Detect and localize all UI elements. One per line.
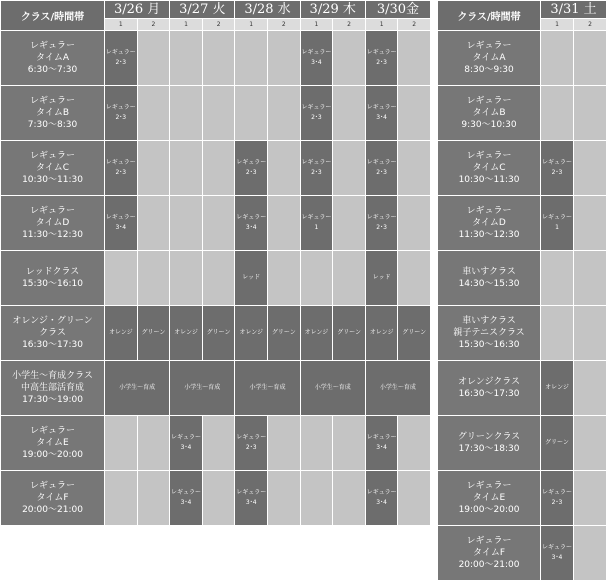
lesson-slot: グリーン	[268, 306, 301, 361]
empty-slot	[105, 251, 138, 306]
empty-slot	[235, 31, 268, 86]
lesson-slot: レギュラー 2･3	[365, 196, 398, 251]
empty-slot	[170, 251, 203, 306]
empty-slot	[574, 416, 606, 471]
session-number: 2	[398, 19, 431, 31]
class-time-label: レッドクラス 15:30～16:10	[1, 251, 105, 306]
empty-slot	[541, 86, 574, 141]
lesson-slot: レッド	[365, 251, 398, 306]
empty-slot	[333, 141, 366, 196]
table-row	[438, 306, 606, 361]
empty-slot	[170, 86, 203, 141]
empty-slot	[398, 31, 431, 86]
empty-slot	[202, 31, 235, 86]
empty-slot	[268, 196, 301, 251]
lesson-slot: 小学生～育成	[365, 361, 430, 416]
lesson-slot: グリーン	[202, 306, 235, 361]
lesson-slot: 小学生～育成	[105, 361, 170, 416]
empty-slot	[398, 196, 431, 251]
lesson-slot: レギュラー 3･4	[170, 416, 203, 471]
empty-slot	[333, 86, 366, 141]
empty-slot	[574, 86, 606, 141]
lesson-slot: レギュラー 2･3	[300, 86, 333, 141]
lesson-slot: グリーン	[333, 306, 366, 361]
empty-slot	[398, 86, 431, 141]
empty-slot	[541, 31, 574, 86]
empty-slot	[235, 86, 268, 141]
lesson-slot: オレンジ	[105, 306, 138, 361]
lesson-slot: レギュラー 3･4	[170, 471, 203, 526]
class-time-label: レギュラー タイムF 20:00～21:00	[1, 471, 105, 526]
empty-slot	[541, 306, 574, 361]
table-row	[1, 416, 431, 471]
empty-slot	[574, 471, 606, 526]
class-time-label: 小学生～育成クラス 中高生部活育成 17:30～19:00	[1, 361, 105, 416]
empty-slot	[398, 251, 431, 306]
empty-slot	[333, 31, 366, 86]
empty-slot	[541, 251, 574, 306]
class-time-label: レギュラー タイムF 20:00～21:00	[438, 526, 541, 581]
empty-slot	[137, 86, 170, 141]
empty-slot	[137, 251, 170, 306]
empty-slot	[202, 251, 235, 306]
lesson-slot: レギュラー 3･4	[300, 31, 333, 86]
table-row	[1, 196, 431, 251]
session-number: 1	[105, 19, 138, 31]
session-number: 2	[268, 19, 301, 31]
empty-slot	[333, 471, 366, 526]
empty-slot	[574, 251, 606, 306]
empty-slot	[398, 471, 431, 526]
session-number: 1	[235, 19, 268, 31]
lesson-slot: レギュラー 3･4	[541, 526, 574, 581]
lesson-slot: レギュラー 2･3	[541, 471, 574, 526]
lesson-slot: レギュラー 2･3	[300, 141, 333, 196]
table-row	[1, 306, 431, 361]
class-time-label: レギュラー タイムE 19:00～20:00	[438, 471, 541, 526]
empty-slot	[105, 471, 138, 526]
day-header: 3/26 月	[105, 1, 170, 19]
empty-slot	[137, 31, 170, 86]
day-header: 3/27 火	[170, 1, 235, 19]
class-time-label: グリーンクラス 17:30～18:30	[438, 416, 541, 471]
empty-slot	[268, 86, 301, 141]
empty-slot	[333, 196, 366, 251]
lesson-slot: オレンジ	[300, 306, 333, 361]
lesson-slot: レギュラー 2･3	[541, 141, 574, 196]
table-row	[438, 31, 606, 86]
lesson-slot: レギュラー 3･4	[235, 471, 268, 526]
table-row	[1, 471, 431, 526]
empty-slot	[300, 416, 333, 471]
empty-slot	[137, 141, 170, 196]
lesson-slot: レギュラー 2･3	[235, 141, 268, 196]
empty-slot	[105, 416, 138, 471]
class-time-label: レギュラー タイムB 9:30～10:30	[438, 86, 541, 141]
lesson-slot: レギュラー 2･3	[235, 416, 268, 471]
empty-slot	[333, 416, 366, 471]
lesson-slot: レギュラー 3･4	[365, 86, 398, 141]
empty-slot	[574, 361, 606, 416]
class-time-label: オレンジクラス 16:30～17:30	[438, 361, 541, 416]
table-row	[1, 251, 431, 306]
empty-slot	[268, 141, 301, 196]
class-time-label: 車いすクラス 14:30～15:30	[438, 251, 541, 306]
lesson-slot: 小学生～育成	[300, 361, 365, 416]
empty-slot	[333, 251, 366, 306]
lesson-slot: レギュラー 2･3	[365, 141, 398, 196]
table-row	[438, 361, 606, 416]
day-header: 3/30金	[365, 1, 430, 19]
empty-slot	[574, 306, 606, 361]
empty-slot	[268, 31, 301, 86]
lesson-slot: レッド	[235, 251, 268, 306]
table-row	[1, 86, 431, 141]
lesson-slot: グリーン	[137, 306, 170, 361]
empty-slot	[268, 416, 301, 471]
class-time-label: レギュラー タイムE 19:00～20:00	[1, 416, 105, 471]
lesson-slot: レギュラー 3･4	[105, 196, 138, 251]
class-time-label: レギュラー タイムB 7:30～8:30	[1, 86, 105, 141]
session-number: 1	[300, 19, 333, 31]
lesson-slot: レギュラー 2･3	[105, 141, 138, 196]
empty-slot	[137, 196, 170, 251]
lesson-slot: レギュラー 2･3	[105, 86, 138, 141]
empty-slot	[202, 196, 235, 251]
empty-slot	[574, 141, 606, 196]
empty-slot	[398, 416, 431, 471]
empty-slot	[202, 86, 235, 141]
lesson-slot: オレンジ	[170, 306, 203, 361]
table-row	[1, 361, 431, 416]
empty-slot	[300, 251, 333, 306]
lesson-slot: レギュラー 3･4	[365, 416, 398, 471]
empty-slot	[398, 141, 431, 196]
class-time-label: レギュラー タイムA 6:30～7:30	[1, 31, 105, 86]
class-time-label: オレンジ・グリーン クラス 16:30～17:30	[1, 306, 105, 361]
lesson-slot: オレンジ	[235, 306, 268, 361]
class-time-label: レギュラー タイムC 10:30～11:30	[438, 141, 541, 196]
table-row	[438, 86, 606, 141]
lesson-slot: レギュラー 3･4	[365, 471, 398, 526]
empty-slot	[268, 471, 301, 526]
class-time-label: 車いすクラス 親子テニスクラス 15:30～16:30	[438, 306, 541, 361]
lesson-slot: レギュラー 1	[541, 196, 574, 251]
session-number: 2	[333, 19, 366, 31]
session-number: 2	[574, 19, 606, 31]
session-number: 1	[541, 19, 574, 31]
lesson-slot: レギュラー 1	[300, 196, 333, 251]
empty-slot	[268, 251, 301, 306]
lesson-slot: オレンジ	[365, 306, 398, 361]
lesson-slot: 小学生～育成	[170, 361, 235, 416]
empty-slot	[137, 416, 170, 471]
lesson-slot: レギュラー 2･3	[105, 31, 138, 86]
day-header: 3/31 土	[541, 1, 606, 19]
class-time-label: レギュラー タイムC 10:30～11:30	[1, 141, 105, 196]
day-header: 3/28 水	[235, 1, 300, 19]
day-header: 3/29 木	[300, 1, 365, 19]
table-row	[438, 196, 606, 251]
lesson-slot: オレンジ	[541, 361, 574, 416]
saturday-schedule-table	[437, 0, 606, 581]
class-time-label: レギュラー タイムD 11:30～12:30	[438, 196, 541, 251]
empty-slot	[170, 31, 203, 86]
lesson-slot: 小学生～育成	[235, 361, 300, 416]
empty-slot	[170, 196, 203, 251]
empty-slot	[574, 31, 606, 86]
class-time-label: レギュラー タイムA 8:30～9:30	[438, 31, 541, 86]
empty-slot	[574, 526, 606, 581]
empty-slot	[574, 196, 606, 251]
lesson-slot: グリーン	[398, 306, 431, 361]
empty-slot	[202, 416, 235, 471]
empty-slot	[137, 471, 170, 526]
lesson-slot: レギュラー 2･3	[365, 31, 398, 86]
class-time-header: クラス/時間帯	[438, 1, 541, 31]
table-row	[438, 416, 606, 471]
session-number: 1	[365, 19, 398, 31]
table-row	[438, 471, 606, 526]
table-row	[1, 31, 431, 86]
table-row	[438, 141, 606, 196]
session-number: 1	[170, 19, 203, 31]
table-row	[438, 251, 606, 306]
empty-slot	[300, 471, 333, 526]
lesson-slot: グリーン	[541, 416, 574, 471]
table-row	[438, 526, 606, 581]
class-time-header: クラス/時間帯	[1, 1, 105, 31]
empty-slot	[202, 141, 235, 196]
table-row	[1, 141, 431, 196]
lesson-slot: レギュラー 3･4	[235, 196, 268, 251]
empty-slot	[202, 471, 235, 526]
class-time-label: レギュラー タイムD 11:30～12:30	[1, 196, 105, 251]
session-number: 2	[202, 19, 235, 31]
session-number: 2	[137, 19, 170, 31]
empty-slot	[170, 141, 203, 196]
